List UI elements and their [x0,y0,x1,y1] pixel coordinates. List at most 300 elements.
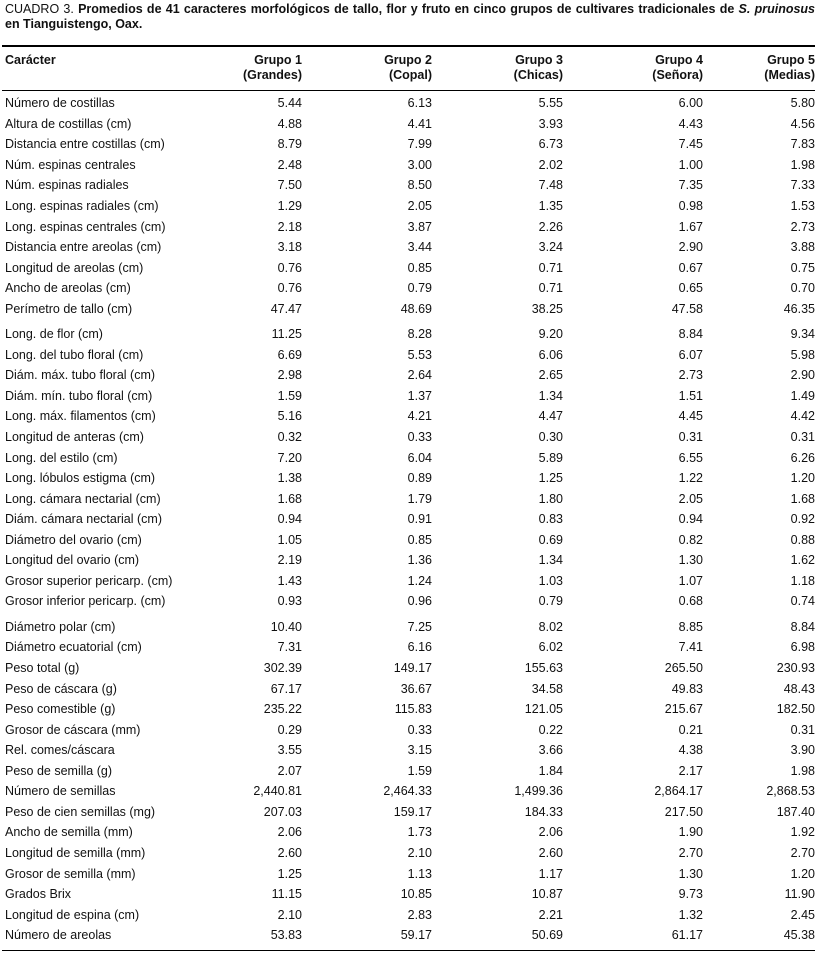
value-cell-group-2: 159.17 [393,804,432,819]
value-cell-group-3: 3.24 [538,240,563,255]
value-cell-group-1: 0.94 [277,512,302,527]
table-row [2,155,815,176]
value-cell-group-1: 6.69 [277,347,302,362]
value-cell-group-3: 1.34 [538,553,563,568]
value-cell-group-3: 6.02 [538,640,563,655]
caption-text: Promedios de 41 caracteres morfológicos de tallo, flor y fruto en cinco grupos de cultivares tradicionales de [78,2,735,16]
value-cell-group-1: 235.22 [263,702,302,717]
table-row [2,740,815,761]
column-header-group-1: Grupo 1 (Grandes) [242,53,302,82]
value-cell-group-3: 121.05 [524,702,563,717]
value-cell-group-2: 1.73 [407,825,432,840]
value-cell-group-3: 2.60 [538,845,563,860]
value-cell-group-1: 1.59 [277,388,302,403]
table-row [2,114,815,135]
caption-species: S. pruinosus [738,2,815,16]
value-cell-group-2: 6.16 [407,640,432,655]
value-cell-group-1: 3.55 [277,743,302,758]
row-label-cell: Diámetro del ovario (cm) [5,532,142,547]
value-cell-group-4: 6.00 [678,96,703,111]
value-cell-group-1: 2.60 [277,845,302,860]
row-label-cell: Long. espinas centrales (cm) [5,219,166,234]
value-cell-group-2: 7.99 [407,137,432,152]
value-cell-group-5: 1.49 [790,388,815,403]
row-label-cell: Peso de cáscara (g) [5,681,117,696]
row-label-cell: Número de costillas [5,96,115,111]
table-row [2,802,815,823]
value-cell-group-5: 46.35 [783,301,815,316]
table-row [2,550,815,571]
table-row [2,925,815,946]
value-cell-group-5: 0.92 [790,512,815,527]
row-label-cell: Número de semillas [5,784,116,799]
value-cell-group-3: 4.47 [538,409,563,424]
row-label-cell: Diám. cámara nectarial (cm) [5,512,162,527]
value-cell-group-1: 2.48 [277,157,302,172]
value-cell-group-5: 6.98 [790,640,815,655]
value-cell-group-3: 7.48 [538,178,563,193]
value-cell-group-3: 5.89 [538,450,563,465]
value-cell-group-1: 0.76 [277,260,302,275]
table-row [2,196,815,217]
value-cell-group-2: 7.25 [407,619,432,634]
table-row [2,904,815,925]
value-cell-group-4: 2.73 [678,368,703,383]
value-cell-group-3: 1.25 [538,471,563,486]
value-cell-group-2: 8.28 [407,327,432,342]
value-cell-group-4: 1.67 [678,219,703,234]
table-row [2,884,815,905]
value-cell-group-5: 5.80 [790,96,815,111]
value-cell-group-1: 1.05 [277,532,302,547]
value-cell-group-5: 8.84 [790,619,815,634]
value-cell-group-4: 7.35 [678,178,703,193]
row-label-cell: Peso de semilla (g) [5,763,112,778]
value-cell-group-5: 230.93 [776,661,815,676]
value-cell-group-1: 207.03 [263,804,302,819]
value-cell-group-1: 1.68 [277,491,302,506]
value-cell-group-3: 6.73 [538,137,563,152]
value-cell-group-2: 0.96 [407,594,432,609]
value-cell-group-3: 0.71 [538,260,563,275]
value-cell-group-4: 8.84 [678,327,703,342]
value-cell-group-2: 1.79 [407,491,432,506]
table-row [2,591,815,612]
table-row [2,468,815,489]
row-label-cell: Diámetro polar (cm) [5,619,116,634]
row-label-cell: Long. cámara nectarial (cm) [5,491,161,506]
value-cell-group-5: 48.43 [783,681,815,696]
value-cell-group-2: 48.69 [400,301,432,316]
value-cell-group-3: 0.71 [538,281,563,296]
value-cell-group-1: 2.10 [277,907,302,922]
value-cell-group-1: 11.25 [271,327,302,342]
value-cell-group-1: 4.88 [277,116,302,131]
value-cell-group-5: 4.42 [790,409,815,424]
value-cell-group-2: 8.50 [407,178,432,193]
row-label-cell: Distancia entre costillas (cm) [5,137,165,152]
column-header-group-4: Grupo 4 (Señora) [652,53,703,82]
value-cell-group-1: 53.83 [270,928,302,943]
value-cell-group-2: 2.64 [407,368,432,383]
value-cell-group-1: 8.79 [277,137,302,152]
value-cell-group-2: 115.83 [394,702,432,717]
row-label-cell: Número de areolas [5,928,112,943]
value-cell-group-4: 6.55 [678,450,703,465]
value-cell-group-1: 1.25 [277,866,302,881]
table-row [2,386,815,407]
row-label-cell: Longitud de anteras (cm) [5,430,144,445]
table-row [2,427,815,448]
value-cell-group-3: 10.87 [531,887,563,902]
value-cell-group-2: 1.13 [407,866,432,881]
value-cell-group-3: 2.65 [538,368,563,383]
row-label-cell: Perímetro de tallo (cm) [5,301,133,316]
value-cell-group-3: 2.02 [538,157,563,172]
value-cell-group-4: 0.98 [678,199,703,213]
value-cell-group-2: 5.53 [407,347,432,362]
value-cell-group-4: 0.65 [678,281,703,296]
value-cell-group-3: 2.21 [538,907,563,922]
value-cell-group-3: 1.17 [538,866,563,881]
value-cell-group-2: 59.17 [400,928,432,943]
value-cell-group-1: 2,440.81 [253,784,302,799]
table-row [2,216,815,237]
value-cell-group-2: 0.85 [407,260,432,275]
row-label-cell: Peso comestible (g) [5,702,116,717]
row-label-cell: Ancho de areolas (cm) [5,281,131,296]
value-cell-group-2: 3.87 [407,219,432,234]
value-cell-group-4: 4.45 [678,409,703,424]
value-cell-group-5: 9.34 [790,327,815,342]
value-cell-group-4: 8.85 [678,619,703,634]
value-cell-group-5: 1.98 [790,763,815,778]
table-row [2,719,815,740]
table-row [2,365,815,386]
value-cell-group-4: 0.67 [678,260,703,275]
value-cell-group-1: 2.98 [277,368,302,383]
row-label-cell: Núm. espinas centrales [5,157,136,172]
value-cell-group-5: 2.90 [790,368,815,383]
value-cell-group-3: 1,499.36 [514,784,563,799]
value-cell-group-5: 6.26 [790,450,815,465]
row-label-cell: Diám. máx. tubo floral (cm) [5,368,156,383]
value-cell-group-4: 2.17 [678,763,703,778]
value-cell-group-5: 1.20 [790,471,815,486]
value-cell-group-4: 61.17 [671,928,703,943]
value-cell-group-3: 2.06 [538,825,563,840]
value-cell-group-4: 1.30 [678,866,703,881]
value-cell-group-2: 0.79 [407,281,432,296]
value-cell-group-2: 2.83 [407,907,432,922]
value-cell-group-5: 1.98 [790,157,815,172]
value-cell-group-2: 1.36 [407,553,432,568]
value-cell-group-5: 0.31 [790,430,815,445]
value-cell-group-2: 0.33 [407,430,432,445]
value-cell-group-1: 2.06 [277,825,302,840]
value-cell-group-5: 3.88 [790,240,815,255]
value-cell-group-3: 5.55 [538,96,563,111]
value-cell-group-4: 1.51 [678,388,703,403]
value-cell-group-4: 2,864.17 [654,784,703,799]
caption-location: en Tianguistengo, Oax. [5,17,143,31]
row-label-cell: Distancia entre areolas (cm) [5,240,162,255]
row-label-cell: Ancho de semilla (mm) [5,825,133,840]
table-row [2,447,815,468]
value-cell-group-4: 1.90 [678,825,703,840]
data-table [2,49,815,945]
column-header-character: Carácter [5,53,56,67]
value-cell-group-3: 1.84 [538,763,563,778]
table-row [2,406,815,427]
value-cell-group-3: 184.33 [524,804,563,819]
value-cell-group-2: 4.21 [407,409,432,424]
value-cell-group-1: 67.17 [270,681,302,696]
value-cell-group-2: 36.67 [400,681,432,696]
value-cell-group-1: 7.50 [277,178,302,193]
value-cell-group-5: 1.53 [790,199,815,213]
row-label-cell: Long. lóbulos estigma (cm) [5,471,156,486]
value-cell-group-3: 3.66 [538,743,563,758]
value-cell-group-2: 2.05 [407,199,432,213]
value-cell-group-1: 2.18 [277,219,302,234]
value-cell-group-3: 155.63 [524,661,563,676]
table-row [2,345,815,366]
row-label-cell: Núm. espinas radiales [5,178,129,193]
value-cell-group-4: 217.50 [664,804,703,819]
value-cell-group-3: 0.30 [538,430,563,445]
value-cell-group-5: 7.83 [790,137,815,152]
value-cell-group-3: 1.80 [538,491,563,506]
value-cell-group-5: 4.56 [790,116,815,131]
value-cell-group-4: 0.82 [678,532,703,547]
value-cell-group-4: 215.67 [664,702,703,717]
row-label-cell: Long. del tubo floral (cm) [5,347,144,362]
value-cell-group-4: 2.70 [678,845,703,860]
value-cell-group-5: 1.20 [790,866,815,881]
value-cell-group-3: 6.06 [538,347,563,362]
table-row [2,488,815,509]
row-label-cell: Diám. mín. tubo floral (cm) [5,388,153,403]
value-cell-group-3: 38.25 [531,301,563,316]
value-cell-group-1: 7.20 [277,450,302,465]
value-cell-group-1: 5.44 [277,96,302,111]
value-cell-group-2: 2.10 [407,845,432,860]
table-row [2,843,815,864]
table-row [2,134,815,155]
table-row [2,761,815,782]
value-cell-group-1: 1.43 [277,573,302,588]
value-cell-group-3: 9.20 [538,327,563,342]
table-row [2,278,815,299]
value-cell-group-1: 2.07 [277,763,302,778]
row-label-cell: Grosor de semilla (mm) [5,866,136,881]
value-cell-group-4: 6.07 [678,347,703,362]
value-cell-group-4: 0.94 [678,512,703,527]
value-cell-group-2: 2,464.33 [383,784,432,799]
value-cell-group-1: 0.93 [277,594,302,609]
value-cell-group-4: 7.41 [678,640,703,655]
value-cell-group-3: 2.26 [538,219,563,234]
value-cell-group-4: 1.30 [678,553,703,568]
table-row [2,612,815,638]
value-cell-group-3: 1.35 [538,199,563,213]
value-cell-group-1: 0.76 [277,281,302,296]
table-row [2,781,815,802]
value-cell-group-5: 0.70 [790,281,815,296]
table-row [2,298,815,319]
value-cell-group-1: 0.32 [277,430,302,445]
value-cell-group-1: 2.19 [277,553,302,568]
table-row [2,863,815,884]
value-cell-group-4: 0.31 [678,430,703,445]
value-cell-group-2: 149.17 [393,661,432,676]
value-cell-group-5: 2,868.53 [766,784,815,799]
table-row [2,822,815,843]
value-cell-group-5: 0.31 [790,722,815,737]
value-cell-group-5: 0.88 [790,532,815,547]
row-label-cell: Diámetro ecuatorial (cm) [5,640,142,655]
value-cell-group-4: 0.68 [678,594,703,609]
value-cell-group-5: 0.74 [790,594,815,609]
table-row [2,257,815,278]
table-top-rule [2,45,815,47]
value-cell-group-4: 4.43 [678,116,703,131]
value-cell-group-3: 34.58 [531,681,563,696]
value-cell-group-5: 2.70 [790,845,815,860]
value-cell-group-2: 4.41 [407,116,432,131]
value-cell-group-1: 302.39 [263,661,302,676]
value-cell-group-1: 1.38 [277,471,302,486]
value-cell-group-4: 2.05 [678,491,703,506]
row-label-cell: Grosor superior pericarp. (cm) [5,573,173,588]
table-row [2,319,815,345]
value-cell-group-3: 1.34 [538,388,563,403]
value-cell-group-3: 8.02 [538,619,563,634]
value-cell-group-3: 0.69 [538,532,563,547]
header-row [2,49,815,93]
table-row [2,658,815,679]
value-cell-group-4: 1.00 [678,157,703,172]
value-cell-group-1: 0.29 [277,722,302,737]
value-cell-group-3: 0.79 [538,594,563,609]
row-label-cell: Longitud de semilla (mm) [5,845,146,860]
value-cell-group-4: 1.32 [678,907,703,922]
value-cell-group-4: 47.58 [671,301,703,316]
value-cell-group-2: 0.33 [407,722,432,737]
value-cell-group-3: 1.03 [538,573,563,588]
value-cell-group-1: 7.31 [277,640,302,655]
value-cell-group-4: 49.83 [671,681,703,696]
value-cell-group-4: 1.22 [678,471,703,486]
value-cell-group-4: 1.07 [678,573,703,588]
column-header-group-2: Grupo 2 (Copal) [384,53,432,82]
table-row [2,571,815,592]
value-cell-group-2: 1.24 [407,573,432,588]
value-cell-group-5: 7.33 [790,178,815,193]
value-cell-group-3: 0.83 [538,512,563,527]
row-label-cell: Peso total (g) [5,661,80,676]
row-label-cell: Long. máx. filamentos (cm) [5,409,156,424]
table-row [2,237,815,258]
table-row [2,509,815,530]
table-row [2,637,815,658]
value-cell-group-1: 10.40 [270,619,302,634]
value-cell-group-2: 6.04 [407,450,432,465]
value-cell-group-4: 265.50 [664,661,703,676]
value-cell-group-2: 0.89 [407,471,432,486]
value-cell-group-4: 9.73 [678,887,703,902]
table-row [2,699,815,720]
table-row [2,678,815,699]
value-cell-group-1: 47.47 [270,301,302,316]
value-cell-group-1: 3.18 [277,240,302,255]
value-cell-group-2: 6.13 [407,96,432,111]
row-label-cell: Long. de flor (cm) [5,327,103,342]
table-caption [5,2,815,32]
value-cell-group-5: 187.40 [776,804,815,819]
value-cell-group-5: 45.38 [783,928,815,943]
value-cell-group-4: 2.90 [678,240,703,255]
value-cell-group-1: 11.15 [271,887,302,902]
value-cell-group-2: 0.85 [407,532,432,547]
row-label-cell: Grados Brix [5,887,71,902]
column-header-group-3: Grupo 3 (Chicas) [513,53,563,82]
value-cell-group-2: 3.00 [407,157,432,172]
value-cell-group-4: 4.38 [678,743,703,758]
value-cell-group-2: 1.59 [407,763,432,778]
value-cell-group-5: 1.92 [790,825,815,840]
value-cell-group-2: 0.91 [407,512,432,527]
table-row [2,529,815,550]
value-cell-group-1: 5.16 [277,409,302,424]
row-label-cell: Grosor de cáscara (mm) [5,722,141,737]
row-label-cell: Longitud de areolas (cm) [5,260,144,275]
value-cell-group-5: 182.50 [776,702,815,717]
column-header-group-5: Grupo 5 (Medias) [764,53,815,82]
value-cell-group-5: 2.73 [790,219,815,234]
row-label-cell: Grosor inferior pericarp. (cm) [5,594,166,609]
table-body [2,93,815,945]
value-cell-group-1: 1.29 [277,199,302,213]
value-cell-group-2: 3.15 [407,743,432,758]
caption-label: CUADRO 3. [5,2,74,16]
table-row [2,175,815,196]
value-cell-group-5: 5.98 [790,347,815,362]
value-cell-group-3: 3.93 [538,116,563,131]
row-label-cell: Longitud de espina (cm) [5,907,140,922]
value-cell-group-5: 0.75 [790,260,815,275]
value-cell-group-2: 1.37 [407,388,432,403]
table-bottom-rule [2,950,815,951]
value-cell-group-4: 7.45 [678,137,703,152]
value-cell-group-5: 11.90 [784,887,815,902]
value-cell-group-4: 0.21 [678,722,703,737]
value-cell-group-3: 50.69 [531,928,563,943]
value-cell-group-3: 0.22 [538,722,563,737]
value-cell-group-5: 1.62 [790,553,815,568]
row-label-cell: Long. espinas radiales (cm) [5,199,159,213]
value-cell-group-5: 1.68 [790,491,815,506]
value-cell-group-2: 3.44 [407,240,432,255]
row-label-cell: Rel. comes/cáscara [5,743,115,758]
value-cell-group-2: 10.85 [400,887,432,902]
row-label-cell: Altura de costillas (cm) [5,116,132,131]
row-label-cell: Long. del estilo (cm) [5,450,118,465]
value-cell-group-5: 1.18 [790,573,815,588]
value-cell-group-5: 3.90 [790,743,815,758]
value-cell-group-5: 2.45 [790,907,815,922]
